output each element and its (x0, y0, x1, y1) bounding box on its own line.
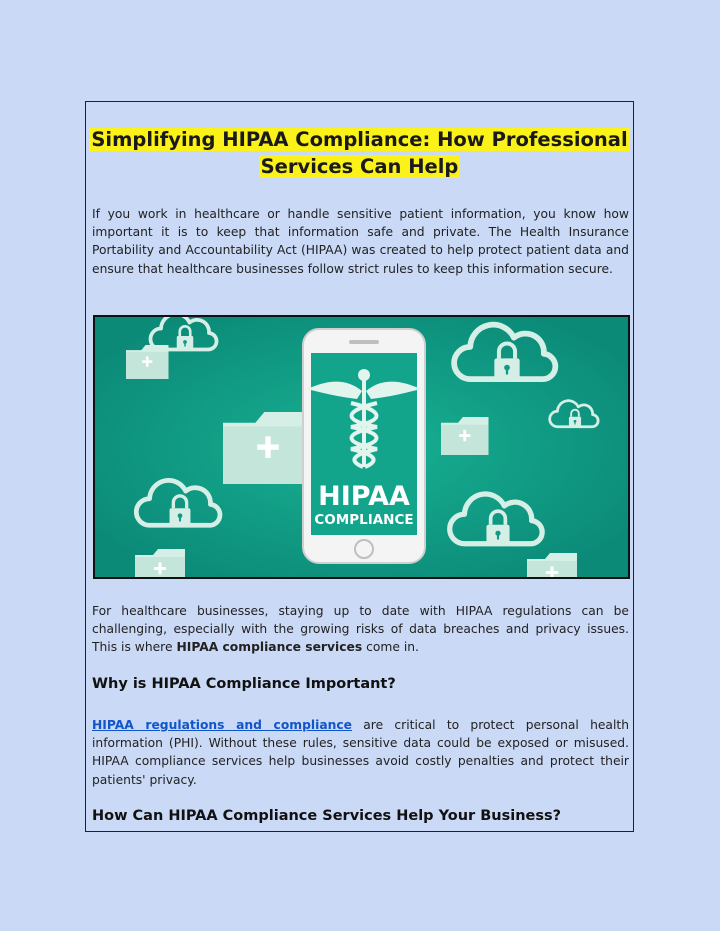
intro-paragraph: If you work in healthcare or handle sensitive patient information, you know how important it is to keep that information safe and private. The Health Insurance Portability and Accountability Act (HIPAA) was created to help protect patient data and ensure that healthcare businesses follow strict rules to keep this information secure. (92, 207, 629, 276)
folder-plus-icon (126, 345, 169, 379)
page-title (86, 126, 633, 180)
services-paragraph (92, 602, 629, 657)
hipaa-regulations-link[interactable]: HIPAA regulations and compliance (92, 718, 353, 732)
title-line-2: Services Can Help (260, 155, 459, 178)
phone-title: HIPAA (318, 481, 410, 512)
section-heading-importance: Why is HIPAA Compliance Important? (92, 676, 396, 692)
services-text-start: For healthcare businesses, staying up to date with HIPAA regulations can be challenging, especially with the growing risks of data breaches and privacy issues. This is where (92, 604, 629, 655)
importance-paragraph (92, 716, 629, 789)
hipaa-illustration (93, 315, 630, 579)
document-page (85, 101, 634, 832)
services-text-end: come in. (362, 640, 419, 655)
title-line-1: Simplifying HIPAA Compliance: How Professional (91, 128, 628, 151)
section-heading-services: How Can HIPAA Compliance Services Help Your Business? (92, 808, 562, 824)
phone-subtitle: COMPLIANCE (314, 512, 414, 528)
folder-plus-icon (441, 417, 489, 455)
services-bold-text: HIPAA compliance services (176, 640, 363, 655)
importance-text: are critical to protect personal health information (PHI). Without these rules, sensitive data could be exposed or misused. HIPAA compliance services help businesses avoid costly penalties and protect their patients' privacy. (92, 718, 629, 787)
